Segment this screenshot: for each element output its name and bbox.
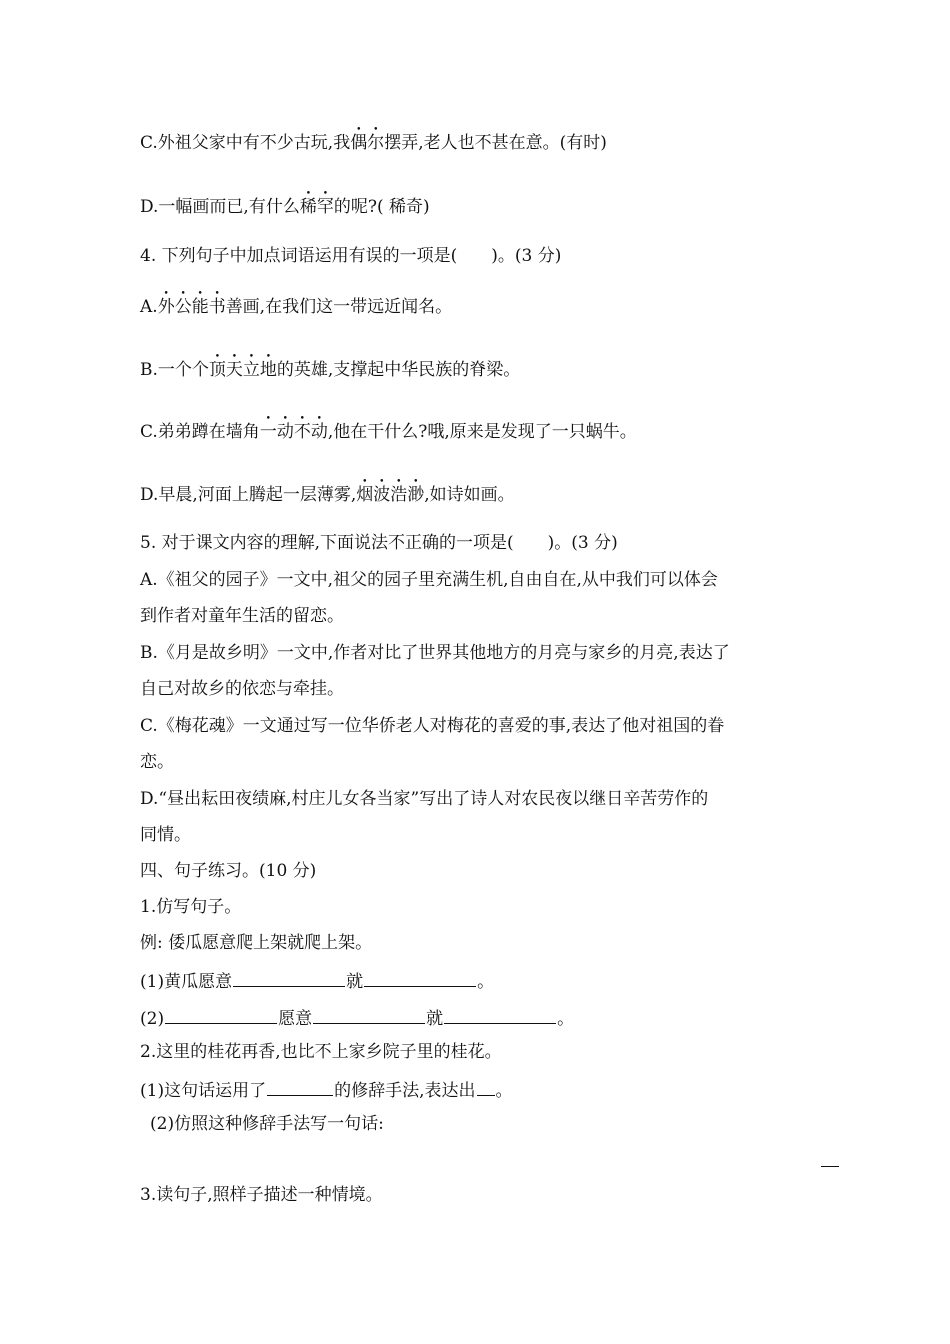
q3-c-text-before: C.外祖父家中有不少古玩,我 bbox=[140, 133, 351, 153]
q3-c-text-after: 摆弄,老人也不甚在意。(有时) bbox=[384, 133, 607, 153]
q5-title: 5. 对于课文内容的理解,下面说法不正确的一项是( )。(3 分) bbox=[140, 533, 618, 553]
rhetoric-1-mid: 的修辞手法,表达出 bbox=[334, 1081, 476, 1101]
answer-blank[interactable] bbox=[364, 968, 476, 987]
emphasis-char: 书 bbox=[208, 297, 226, 317]
imitation-1-end: 。 bbox=[477, 972, 495, 992]
emphasis-char: 偶 bbox=[350, 133, 368, 153]
section4-item3: 3.读句子,照样子描述一种情境。 bbox=[140, 1185, 383, 1205]
q4-d-text-before: D.早晨,河面上腾起一层薄雾, bbox=[140, 485, 357, 505]
section4-item2: 2.这里的桂花再香,也比不上家乡院子里的桂花。 bbox=[140, 1042, 502, 1062]
emphasis-char: 浩 bbox=[390, 485, 408, 505]
q4-a-text-before: A. bbox=[140, 297, 158, 317]
imitation-sentence-1 bbox=[140, 968, 494, 993]
q4-title: 4. 下列句子中加点词语运用有误的一项是( )。(3 分) bbox=[140, 246, 562, 266]
emphasis-char: 稀 bbox=[299, 197, 317, 217]
answer-line-end[interactable] bbox=[821, 1166, 839, 1167]
q4-option-d bbox=[140, 484, 515, 506]
q5-option-d-line2: 同情。 bbox=[140, 825, 191, 845]
answer-blank[interactable] bbox=[267, 1077, 333, 1096]
answer-blank[interactable] bbox=[444, 1005, 556, 1024]
emphasis-char: 立 bbox=[242, 360, 260, 380]
section4-example: 例: 倭瓜愿意爬上架就爬上架。 bbox=[140, 933, 373, 953]
q5-option-c-line1: C.《梅花魂》一文通过写一位华侨老人对梅花的喜爱的事,表达了他对祖国的眷 bbox=[140, 716, 725, 736]
q5-option-b-line2: 自己对故乡的依恋与牵挂。 bbox=[140, 679, 344, 699]
answer-blank[interactable] bbox=[313, 1005, 425, 1024]
q4-option-a bbox=[140, 296, 452, 318]
emphasis-char: 天 bbox=[225, 360, 243, 380]
q4-c-text-after: ,他在干什么?哦,原来是发现了一只蜗牛。 bbox=[327, 422, 637, 442]
q4-a-text-after: 善画,在我们这一带远近闻名。 bbox=[225, 297, 453, 317]
section4-item1: 1.仿写句子。 bbox=[140, 897, 242, 917]
q4-option-c bbox=[140, 421, 637, 443]
imitation-1-prefix: (1)黄瓜愿意 bbox=[140, 972, 233, 992]
answer-blank[interactable] bbox=[477, 1077, 495, 1096]
emphasis-char: 外 bbox=[157, 297, 175, 317]
rhetoric-question-2: (2)仿照这种修辞手法写一句话: bbox=[150, 1114, 384, 1134]
q4-d-text-after: ,如诗如画。 bbox=[424, 485, 515, 505]
imitation-2-end: 。 bbox=[557, 1009, 575, 1029]
imitation-2-mid1: 愿意 bbox=[278, 1009, 313, 1029]
q4-option-b bbox=[140, 359, 520, 381]
emphasis-char: 动 bbox=[276, 422, 294, 442]
emphasis-char: 罕 bbox=[316, 197, 334, 217]
q4-b-text-after: 的英雄,支撑起中华民族的脊梁。 bbox=[276, 360, 521, 380]
emphasis-char: 地 bbox=[259, 360, 277, 380]
rhetoric-1-prefix: (1)这句话运用了 bbox=[140, 1081, 267, 1101]
q5-option-a-line1: A.《祖父的园子》一文中,祖父的园子里充满生机,自由自在,从中我们可以体会 bbox=[140, 570, 718, 590]
q3-option-d bbox=[140, 196, 430, 218]
emphasis-char: 不 bbox=[293, 422, 311, 442]
q5-option-b-line1: B.《月是故乡明》一文中,作者对比了世界其他地方的月亮与家乡的月亮,表达了 bbox=[140, 643, 730, 663]
emphasis-char: 烟 bbox=[356, 485, 374, 505]
emphasis-char: 顶 bbox=[208, 360, 226, 380]
emphasis-char: 公 bbox=[174, 297, 192, 317]
answer-blank[interactable] bbox=[233, 968, 345, 987]
q5-option-c-line2: 恋。 bbox=[140, 752, 174, 772]
emphasis-char: 波 bbox=[373, 485, 391, 505]
emphasis-char: 一 bbox=[259, 422, 277, 442]
imitation-2-prefix: (2) bbox=[140, 1009, 165, 1029]
q4-b-text-before: B.一个个 bbox=[140, 360, 209, 380]
emphasis-char: 渺 bbox=[407, 485, 425, 505]
section4-title: 四、句子练习。(10 分) bbox=[140, 861, 317, 881]
imitation-1-mid: 就 bbox=[346, 972, 364, 992]
emphasis-char: 尔 bbox=[367, 133, 385, 153]
emphasis-char: 能 bbox=[191, 297, 209, 317]
q5-option-d-line1: D.“昼出耘田夜绩麻,村庄儿女各当家”写出了诗人对农民夜以继日辛苦劳作的 bbox=[140, 789, 709, 809]
q3-d-text-after: 的呢?( 稀奇) bbox=[333, 197, 430, 217]
rhetoric-question-1 bbox=[140, 1077, 513, 1102]
q5-option-a-line2: 到作者对童年生活的留恋。 bbox=[140, 606, 344, 626]
imitation-sentence-2 bbox=[140, 1005, 574, 1030]
answer-blank[interactable] bbox=[165, 1005, 277, 1024]
q3-option-c bbox=[140, 132, 607, 154]
q3-d-text-before: D.一幅画而已,有什么 bbox=[140, 197, 300, 217]
imitation-2-mid2: 就 bbox=[426, 1009, 444, 1029]
emphasis-char: 动 bbox=[310, 422, 328, 442]
q4-c-text-before: C.弟弟蹲在墙角 bbox=[140, 422, 260, 442]
rhetoric-1-end: 。 bbox=[495, 1081, 513, 1101]
